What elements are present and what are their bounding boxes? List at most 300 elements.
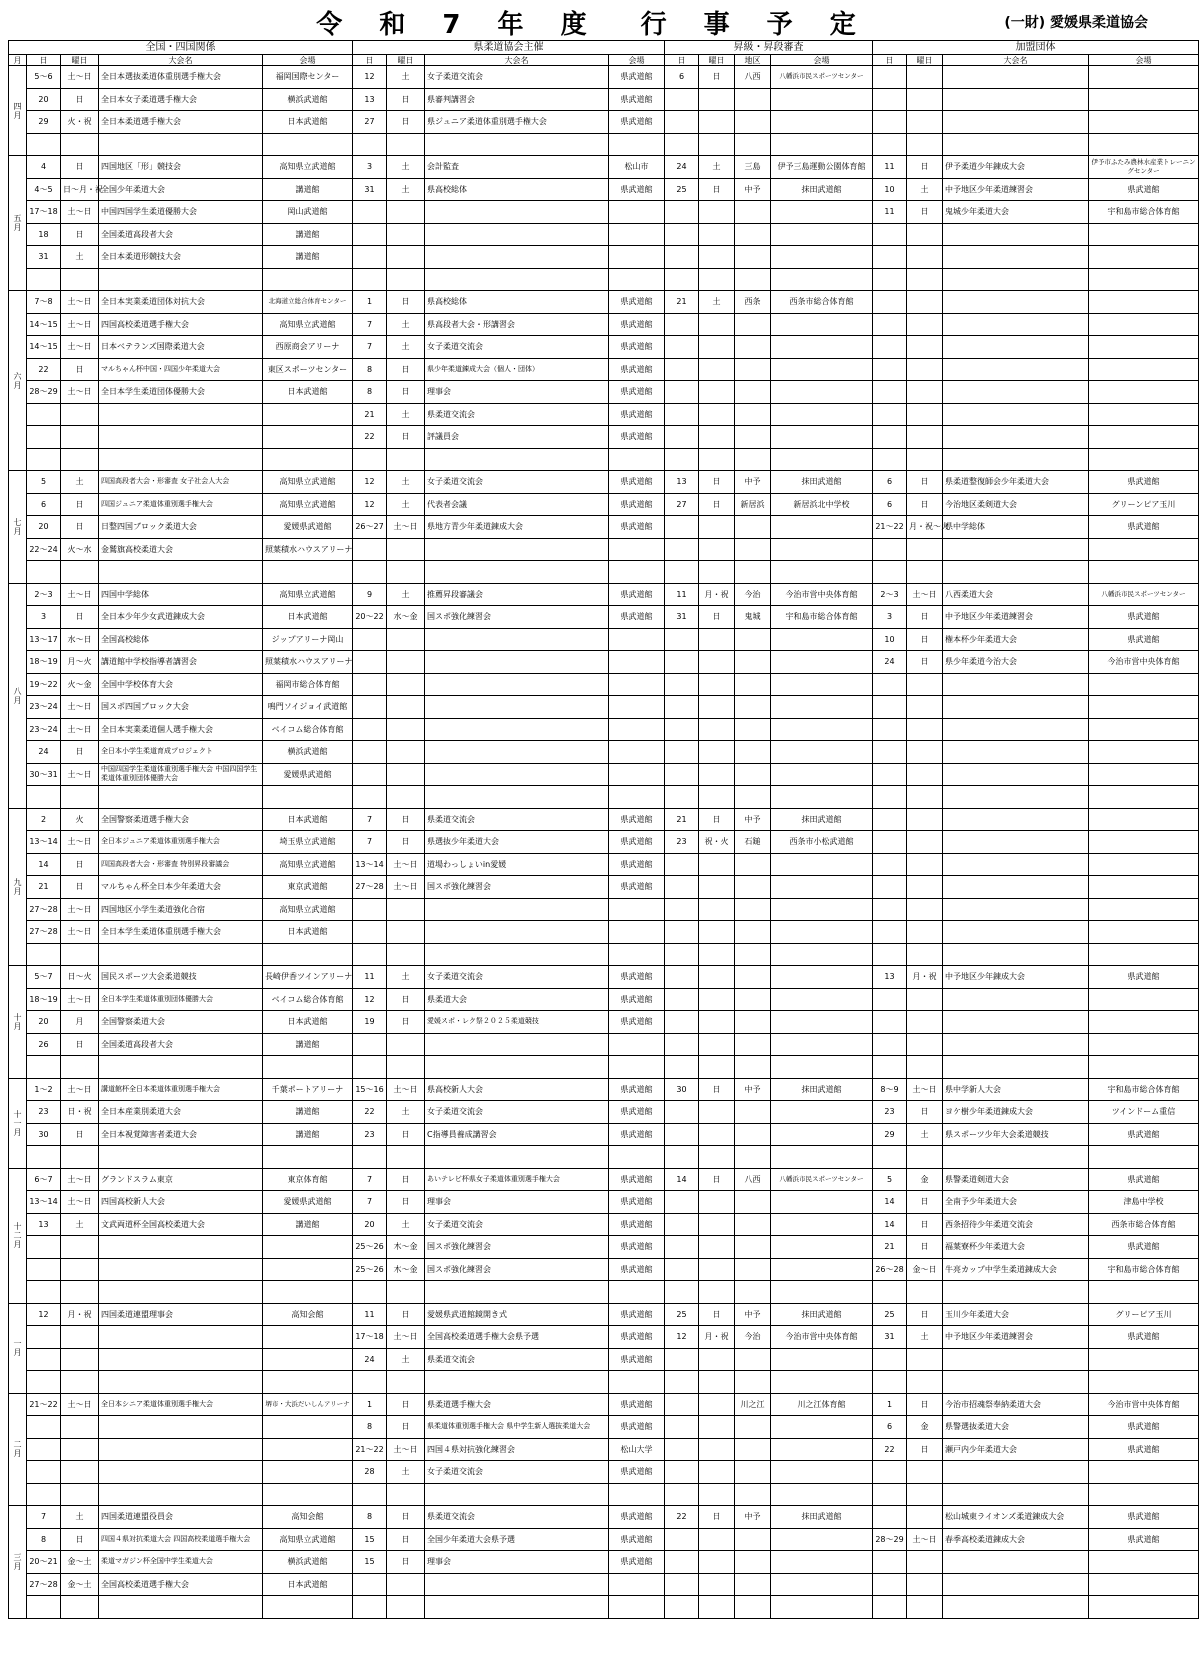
pref-event <box>425 1483 609 1506</box>
pref-date: 20～22 <box>353 606 387 629</box>
promo-area: 中予 <box>735 178 771 201</box>
member-day: 日 <box>907 1303 943 1326</box>
promo-day <box>699 1573 735 1596</box>
nat-day: 火～水 <box>61 538 99 561</box>
member-venue <box>1089 246 1199 269</box>
member-venue <box>1089 291 1199 314</box>
nat-day: 土～日 <box>61 988 99 1011</box>
promo-day <box>699 1438 735 1461</box>
promo-day <box>699 133 735 156</box>
member-venue <box>1089 88 1199 111</box>
member-date: 25 <box>873 1303 907 1326</box>
nat-venue: 講道館 <box>263 1123 353 1146</box>
member-day: 日 <box>907 1101 943 1124</box>
member-date <box>873 1596 907 1619</box>
promo-venue: 宇和島市総合体育館 <box>771 606 873 629</box>
member-date <box>873 403 907 426</box>
member-day <box>907 1551 943 1574</box>
member-day: 日 <box>907 628 943 651</box>
column-header: 曜日 <box>387 55 425 66</box>
promo-day: 日 <box>699 808 735 831</box>
promo-day <box>699 696 735 719</box>
nat-venue <box>263 1326 353 1349</box>
promo-area <box>735 358 771 381</box>
pref-day <box>387 538 425 561</box>
nat-event: 四国４県対抗柔道大会 四国高校柔道選手権大会 <box>99 1528 263 1551</box>
pref-date <box>353 1281 387 1304</box>
nat-day <box>61 943 99 966</box>
nat-event: 全国柔道高段者大会 <box>99 223 263 246</box>
member-day: 土～日 <box>907 1078 943 1101</box>
member-event <box>943 876 1089 899</box>
pref-date <box>353 718 387 741</box>
nat-venue <box>263 1438 353 1461</box>
nat-venue <box>263 1348 353 1371</box>
pref-day: 土 <box>387 471 425 494</box>
pref-date <box>353 763 387 786</box>
promo-day <box>699 966 735 989</box>
member-day <box>907 133 943 156</box>
nat-event: 柔道マガジン杯全国中学生柔道大会 <box>99 1551 263 1574</box>
pref-day: 木～金 <box>387 1258 425 1281</box>
group-national: 全国・四国関係 <box>9 41 353 55</box>
member-date <box>873 943 907 966</box>
table-row <box>9 381 1199 404</box>
column-header: 月 <box>9 55 27 66</box>
nat-venue: 日本武道館 <box>263 1011 353 1034</box>
nat-venue: 岡山武道館 <box>263 201 353 224</box>
column-header: 会場 <box>263 55 353 66</box>
member-day <box>907 403 943 426</box>
member-event: 中予地区少年柔道練習会 <box>943 178 1089 201</box>
group-promotion: 昇級・昇段審査 <box>665 41 873 55</box>
pref-date: 21 <box>353 403 387 426</box>
nat-date: 13 <box>27 1213 61 1236</box>
pref-date <box>353 223 387 246</box>
nat-date: 14～15 <box>27 336 61 359</box>
promo-area <box>735 943 771 966</box>
member-day <box>907 1033 943 1056</box>
promo-venue <box>771 88 873 111</box>
nat-venue: 日本武道館 <box>263 381 353 404</box>
nat-venue: 福岡市総合体育館 <box>263 673 353 696</box>
promo-venue <box>771 876 873 899</box>
member-date <box>873 1371 907 1394</box>
promo-area: 西条 <box>735 291 771 314</box>
pref-event: 県高段者大会・形講習会 <box>425 313 609 336</box>
pref-event: 女子柔道交流会 <box>425 1461 609 1484</box>
pref-event: 理事会 <box>425 381 609 404</box>
member-date: 10 <box>873 178 907 201</box>
member-venue: 宇和島市総合体育館 <box>1089 1258 1199 1281</box>
pref-date: 7 <box>353 831 387 854</box>
promo-date <box>665 1393 699 1416</box>
pref-event: 代表者会議 <box>425 493 609 516</box>
promo-venue: 伊予三島運動公園体育館 <box>771 156 873 179</box>
promo-venue <box>771 1056 873 1079</box>
member-day: 日 <box>907 1213 943 1236</box>
page-title: 令 和 7 年 度 行 事 予 定 <box>316 10 870 40</box>
member-day <box>907 1146 943 1169</box>
pref-day: 土～日 <box>387 1326 425 1349</box>
member-date <box>873 1506 907 1529</box>
promo-area: 石鎚 <box>735 831 771 854</box>
month-label: 四 月 <box>9 66 27 156</box>
nat-day: 土～日 <box>61 763 99 786</box>
member-event: 牛亮カップ中学生柔道錬成大会 <box>943 1258 1089 1281</box>
pref-event: 理事会 <box>425 1551 609 1574</box>
table-row <box>9 1461 1199 1484</box>
nat-venue: 堺市・大浜だいしんアリーナ <box>263 1393 353 1416</box>
pref-venue <box>609 921 665 944</box>
member-day <box>907 88 943 111</box>
promo-day <box>699 88 735 111</box>
pref-date: 7 <box>353 808 387 831</box>
nat-event: 全日本学生柔道体重別団体優勝大会 <box>99 988 263 1011</box>
table-row <box>9 1371 1199 1394</box>
promo-day <box>699 358 735 381</box>
promo-area <box>735 1483 771 1506</box>
member-date <box>873 291 907 314</box>
member-date <box>873 808 907 831</box>
member-venue: グリーピア玉川 <box>1089 1303 1199 1326</box>
pref-event: あいテレビ杯県女子柔道体重別選手権大会 <box>425 1168 609 1191</box>
nat-venue: 照葉積水ハウスアリーナ <box>263 651 353 674</box>
month-label: 二 月 <box>9 1393 27 1506</box>
pref-venue: 県武道館 <box>609 583 665 606</box>
promo-area <box>735 1438 771 1461</box>
member-event: 県警柔道剣道大会 <box>943 1168 1089 1191</box>
promo-date <box>665 111 699 134</box>
member-date <box>873 1056 907 1079</box>
nat-day <box>61 786 99 809</box>
nat-venue: 横浜武道館 <box>263 741 353 764</box>
member-day <box>907 1056 943 1079</box>
nat-event <box>99 268 263 291</box>
member-date: 22 <box>873 1438 907 1461</box>
nat-day <box>61 426 99 449</box>
nat-date: 27～28 <box>27 898 61 921</box>
pref-event: C指導員養成講習会 <box>425 1123 609 1146</box>
member-venue: 県武道館 <box>1089 1506 1199 1529</box>
member-event: ヨケ樹少年柔道錬成大会 <box>943 1101 1089 1124</box>
nat-date: 30 <box>27 1123 61 1146</box>
nat-date: 6～7 <box>27 1168 61 1191</box>
pref-venue: 県武道館 <box>609 1416 665 1439</box>
member-day <box>907 426 943 449</box>
promo-day <box>699 876 735 899</box>
table-row <box>9 201 1199 224</box>
pref-venue <box>609 1056 665 1079</box>
member-venue <box>1089 921 1199 944</box>
pref-event <box>425 1371 609 1394</box>
member-event: 中予地区少年柔道練習会 <box>943 1326 1089 1349</box>
nat-day <box>61 1236 99 1259</box>
pref-event: 女子柔道交流会 <box>425 66 609 89</box>
nat-day <box>61 1348 99 1371</box>
pref-date: 27～28 <box>353 876 387 899</box>
table-row <box>9 88 1199 111</box>
member-date: 21～22 <box>873 516 907 539</box>
pref-day: 日 <box>387 1011 425 1034</box>
pref-venue: 松山市 <box>609 156 665 179</box>
member-date <box>873 921 907 944</box>
nat-venue: 高知県立武道館 <box>263 583 353 606</box>
promo-date <box>665 313 699 336</box>
pref-date <box>353 741 387 764</box>
member-venue: グリーンピア玉川 <box>1089 493 1199 516</box>
nat-date <box>27 1258 61 1281</box>
member-event <box>943 1348 1089 1371</box>
promo-venue: 新居浜北中学校 <box>771 493 873 516</box>
promo-venue <box>771 853 873 876</box>
member-date: 6 <box>873 1416 907 1439</box>
nat-event <box>99 426 263 449</box>
member-event <box>943 291 1089 314</box>
member-date <box>873 988 907 1011</box>
promo-venue <box>771 561 873 584</box>
pref-event <box>425 223 609 246</box>
promo-day: 祝・火 <box>699 831 735 854</box>
pref-venue: 県武道館 <box>609 1528 665 1551</box>
member-venue <box>1089 763 1199 786</box>
pref-event: 国スポ強化練習会 <box>425 606 609 629</box>
promo-date <box>665 133 699 156</box>
pref-date: 15～16 <box>353 1078 387 1101</box>
promo-area <box>735 1258 771 1281</box>
member-date <box>873 223 907 246</box>
promo-day: 土 <box>699 156 735 179</box>
nat-event: 全日本学生柔道体重別選手権大会 <box>99 921 263 944</box>
member-event: 今治地区柔剣道大会 <box>943 493 1089 516</box>
column-header: 曜日 <box>699 55 735 66</box>
promo-venue <box>771 1596 873 1619</box>
promo-venue: 西条市総合体育館 <box>771 291 873 314</box>
table-row <box>9 111 1199 134</box>
nat-event: マルちゃん杯全日本少年柔道大会 <box>99 876 263 899</box>
pref-venue <box>609 1033 665 1056</box>
table-row <box>9 718 1199 741</box>
table-row <box>9 1236 1199 1259</box>
pref-venue: 県武道館 <box>609 988 665 1011</box>
pref-day <box>387 763 425 786</box>
promo-area <box>735 516 771 539</box>
member-event: 福葉寮杯少年柔道大会 <box>943 1236 1089 1259</box>
promo-day <box>699 1033 735 1056</box>
promo-area <box>735 1551 771 1574</box>
pref-venue: 県武道館 <box>609 358 665 381</box>
member-venue: 県武道館 <box>1089 1123 1199 1146</box>
month-label: 一 月 <box>9 1303 27 1393</box>
column-header: 日 <box>873 55 907 66</box>
table-row <box>9 1528 1199 1551</box>
member-day <box>907 448 943 471</box>
pref-day: 日 <box>387 1528 425 1551</box>
pref-venue: 県武道館 <box>609 1551 665 1574</box>
member-venue <box>1089 268 1199 291</box>
promo-day <box>699 921 735 944</box>
member-event <box>943 426 1089 449</box>
member-day <box>907 1483 943 1506</box>
nat-day: 土～日 <box>61 898 99 921</box>
pref-event: 県柔道交流会 <box>425 808 609 831</box>
member-date: 14 <box>873 1191 907 1214</box>
nat-venue <box>263 943 353 966</box>
promo-day <box>699 403 735 426</box>
promo-date <box>665 1528 699 1551</box>
nat-date: 4～5 <box>27 178 61 201</box>
nat-day: 日 <box>61 88 99 111</box>
pref-venue: 県武道館 <box>609 1393 665 1416</box>
promo-day <box>699 516 735 539</box>
table-row <box>9 1483 1199 1506</box>
nat-venue <box>263 403 353 426</box>
nat-day: 火・祝 <box>61 111 99 134</box>
table-row <box>9 583 1199 606</box>
nat-date: 1～2 <box>27 1078 61 1101</box>
pref-date <box>353 1146 387 1169</box>
member-day <box>907 111 943 134</box>
pref-event: 県柔道選手権大会 <box>425 1393 609 1416</box>
pref-venue <box>609 1146 665 1169</box>
table-row <box>9 853 1199 876</box>
pref-day: 日 <box>387 88 425 111</box>
group-header-row <box>9 41 1199 55</box>
pref-day: 土 <box>387 1348 425 1371</box>
pref-date <box>353 696 387 719</box>
member-event <box>943 831 1089 854</box>
promo-venue <box>771 1461 873 1484</box>
member-date <box>873 66 907 89</box>
promo-date <box>665 1191 699 1214</box>
member-event: 県スポーツ少年大会柔道競技 <box>943 1123 1089 1146</box>
member-day: 日 <box>907 1191 943 1214</box>
table-row <box>9 898 1199 921</box>
pref-day: 土～日 <box>387 876 425 899</box>
pref-venue: 県武道館 <box>609 313 665 336</box>
member-venue <box>1089 426 1199 449</box>
member-day <box>907 336 943 359</box>
member-venue: 県武道館 <box>1089 1236 1199 1259</box>
member-venue <box>1089 111 1199 134</box>
member-venue <box>1089 1146 1199 1169</box>
member-event <box>943 763 1089 786</box>
member-event <box>943 1573 1089 1596</box>
nat-event: 四国高段者大会・形審査 特別昇段審議会 <box>99 853 263 876</box>
member-event: 中予地区少年柔道練習会 <box>943 606 1089 629</box>
nat-venue: 高知県立武道館 <box>263 1528 353 1551</box>
member-day: 土～日 <box>907 1528 943 1551</box>
pref-event <box>425 1056 609 1079</box>
nat-venue: 講道館 <box>263 246 353 269</box>
promo-venue <box>771 448 873 471</box>
member-event <box>943 448 1089 471</box>
member-day: 日 <box>907 471 943 494</box>
pref-event <box>425 696 609 719</box>
nat-event: 四国地区「形」競技会 <box>99 156 263 179</box>
promo-date <box>665 898 699 921</box>
member-venue <box>1089 786 1199 809</box>
table-row <box>9 1146 1199 1169</box>
member-event <box>943 988 1089 1011</box>
promo-date <box>665 1236 699 1259</box>
member-date <box>873 876 907 899</box>
table-row <box>9 291 1199 314</box>
member-date: 10 <box>873 628 907 651</box>
promo-area <box>735 538 771 561</box>
promo-day <box>699 1416 735 1439</box>
pref-date <box>353 1483 387 1506</box>
member-event <box>943 741 1089 764</box>
promo-date <box>665 1258 699 1281</box>
member-venue <box>1089 336 1199 359</box>
column-header: 日 <box>353 55 387 66</box>
member-day <box>907 988 943 1011</box>
pref-day: 日 <box>387 1393 425 1416</box>
pref-day <box>387 1371 425 1394</box>
pref-event <box>425 1281 609 1304</box>
nat-day: 日 <box>61 606 99 629</box>
nat-date: 18 <box>27 223 61 246</box>
promo-date <box>665 358 699 381</box>
member-venue: 今治市営中央体育館 <box>1089 1393 1199 1416</box>
member-day: 土 <box>907 178 943 201</box>
member-date: 23 <box>873 1101 907 1124</box>
pref-date <box>353 628 387 651</box>
promo-date <box>665 381 699 404</box>
promo-area: 川之江 <box>735 1393 771 1416</box>
nat-event <box>99 1438 263 1461</box>
nat-event: マルちゃん杯中国・四国少年柔道大会 <box>99 358 263 381</box>
pref-day <box>387 1146 425 1169</box>
promo-area <box>735 651 771 674</box>
nat-date: 12 <box>27 1303 61 1326</box>
nat-day: 火～金 <box>61 673 99 696</box>
table-row <box>9 786 1199 809</box>
promo-venue: 抹田武道館 <box>771 178 873 201</box>
promo-venue: 西条市小松武道館 <box>771 831 873 854</box>
pref-venue: 県武道館 <box>609 381 665 404</box>
member-event <box>943 898 1089 921</box>
promo-area: 今治 <box>735 1326 771 1349</box>
pref-date: 8 <box>353 1506 387 1529</box>
nat-day <box>61 403 99 426</box>
pref-venue <box>609 763 665 786</box>
nat-day: 土 <box>61 1213 99 1236</box>
pref-venue: 県武道館 <box>609 1326 665 1349</box>
promo-venue <box>771 1371 873 1394</box>
member-event <box>943 808 1089 831</box>
nat-venue <box>263 1596 353 1619</box>
nat-venue: 愛媛県武道館 <box>263 1191 353 1214</box>
table-row <box>9 741 1199 764</box>
table-row <box>9 1011 1199 1034</box>
nat-day <box>61 1461 99 1484</box>
pref-day <box>387 1033 425 1056</box>
table-row <box>9 628 1199 651</box>
nat-day <box>61 268 99 291</box>
nat-day: 土～日 <box>61 1393 99 1416</box>
member-venue <box>1089 943 1199 966</box>
nat-event <box>99 448 263 471</box>
promo-date <box>665 561 699 584</box>
pref-day <box>387 786 425 809</box>
member-venue <box>1089 898 1199 921</box>
pref-day <box>387 246 425 269</box>
nat-venue: 高知県立武道館 <box>263 156 353 179</box>
table-row <box>9 448 1199 471</box>
promo-day: 日 <box>699 606 735 629</box>
